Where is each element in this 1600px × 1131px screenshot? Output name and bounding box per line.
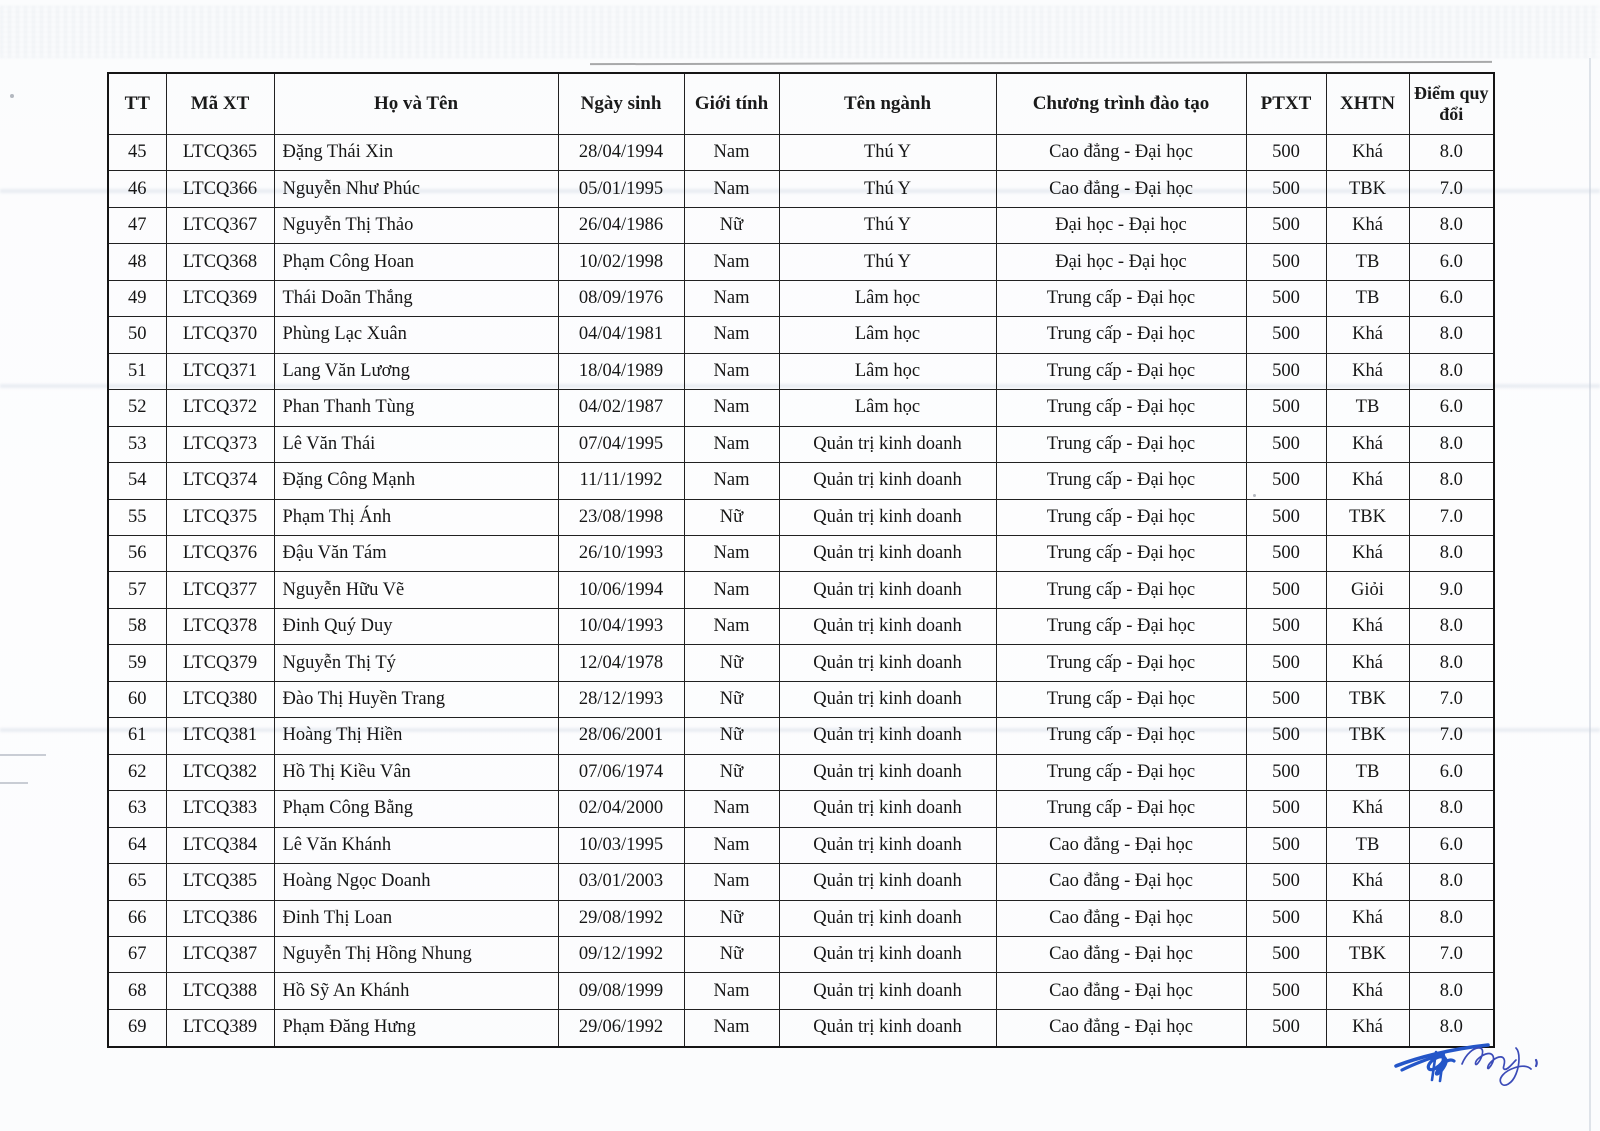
cell-gioi-tinh: Nam: [684, 426, 779, 462]
scan-noise-band: [0, 6, 1600, 58]
cell-ngay-sinh: 26/10/1993: [558, 535, 684, 571]
cell-ptxt: 500: [1246, 535, 1326, 571]
cell-ho-va-ten: Lê Văn Khánh: [274, 827, 558, 863]
cell-ten-nganh: Thú Y: [779, 207, 996, 243]
table-row: [108, 317, 1494, 353]
cell-xhtn: Khá: [1326, 317, 1409, 353]
cell-ma-xt: LTCQ366: [166, 171, 274, 207]
cell-tt: 45: [108, 135, 166, 171]
table-row: [108, 353, 1494, 389]
cell-ngay-sinh: 08/09/1976: [558, 280, 684, 316]
cell-ho-va-ten: Hoàng Thị Hiền: [274, 718, 558, 754]
signature-bold-stroke: [1396, 1045, 1488, 1081]
cell-diem-quy-doi: 7.0: [1409, 936, 1494, 972]
cell-tt: 68: [108, 973, 166, 1009]
cell-ngay-sinh: 03/01/2003: [558, 864, 684, 900]
cell-diem-quy-doi: 8.0: [1409, 135, 1494, 171]
table-row: [108, 572, 1494, 608]
cell-chuong-trinh-dao-tao: Trung cấp - Đại học: [996, 791, 1246, 827]
signature-script-stroke: [1462, 1048, 1537, 1085]
cell-gioi-tinh: Nam: [684, 791, 779, 827]
cell-gioi-tinh: Nam: [684, 280, 779, 316]
cell-ten-nganh: Quản trị kinh doanh: [779, 608, 996, 644]
scan-speck: [10, 94, 14, 98]
table-row: [108, 244, 1494, 280]
cell-ho-va-ten: Phạm Đăng Hưng: [274, 1009, 558, 1047]
cell-chuong-trinh-dao-tao: Cao đẳng - Đại học: [996, 973, 1246, 1009]
cell-ho-va-ten: Đào Thị Huyền Trang: [274, 681, 558, 717]
cell-chuong-trinh-dao-tao: Trung cấp - Đại học: [996, 280, 1246, 316]
cell-ten-nganh: Thú Y: [779, 244, 996, 280]
cell-xhtn: TB: [1326, 280, 1409, 316]
cell-chuong-trinh-dao-tao: Cao đẳng - Đại học: [996, 827, 1246, 863]
cell-ptxt: 500: [1246, 171, 1326, 207]
cell-gioi-tinh: Nữ: [684, 754, 779, 790]
cell-ngay-sinh: 11/11/1992: [558, 463, 684, 499]
cell-gioi-tinh: Nam: [684, 171, 779, 207]
handwritten-signature-ink: [1392, 1040, 1544, 1098]
cell-tt: 55: [108, 499, 166, 535]
cell-xhtn: Khá: [1326, 135, 1409, 171]
cell-ngay-sinh: 29/08/1992: [558, 900, 684, 936]
cell-tt: 50: [108, 317, 166, 353]
cell-ten-nganh: Lâm học: [779, 353, 996, 389]
cell-ma-xt: LTCQ387: [166, 936, 274, 972]
cell-ma-xt: LTCQ371: [166, 353, 274, 389]
cell-ho-va-ten: Đặng Thái Xin: [274, 135, 558, 171]
table-row: [108, 135, 1494, 171]
cell-ma-xt: LTCQ372: [166, 390, 274, 426]
cell-tt: 54: [108, 463, 166, 499]
table-row: [108, 608, 1494, 644]
cell-ptxt: 500: [1246, 718, 1326, 754]
col-header-tt: TT: [108, 73, 166, 135]
cell-diem-quy-doi: 8.0: [1409, 317, 1494, 353]
cell-ngay-sinh: 28/04/1994: [558, 135, 684, 171]
cell-ho-va-ten: Đinh Thị Loan: [274, 900, 558, 936]
cell-ngay-sinh: 09/12/1992: [558, 936, 684, 972]
cell-xhtn: Giỏi: [1326, 572, 1409, 608]
table-row: [108, 426, 1494, 462]
cell-ma-xt: LTCQ383: [166, 791, 274, 827]
cell-ngay-sinh: 04/02/1987: [558, 390, 684, 426]
cell-xhtn: TBK: [1326, 499, 1409, 535]
cell-ma-xt: LTCQ388: [166, 973, 274, 1009]
cell-ma-xt: LTCQ381: [166, 718, 274, 754]
cell-chuong-trinh-dao-tao: Trung cấp - Đại học: [996, 645, 1246, 681]
table-row: [108, 390, 1494, 426]
cell-diem-quy-doi: 6.0: [1409, 244, 1494, 280]
cell-chuong-trinh-dao-tao: Đại học - Đại học: [996, 244, 1246, 280]
table-row: [108, 936, 1494, 972]
cell-diem-quy-doi: 8.0: [1409, 900, 1494, 936]
col-header-ho-va-ten: Họ và Tên: [274, 73, 558, 135]
cell-ten-nganh: Quản trị kinh doanh: [779, 864, 996, 900]
table-row: [108, 463, 1494, 499]
cell-ho-va-ten: Đinh Quý Duy: [274, 608, 558, 644]
cell-ho-va-ten: Phạm Công Hoan: [274, 244, 558, 280]
cell-ten-nganh: Quản trị kinh doanh: [779, 973, 996, 1009]
cell-ngay-sinh: 10/04/1993: [558, 608, 684, 644]
cell-gioi-tinh: Nữ: [684, 718, 779, 754]
cell-xhtn: TBK: [1326, 171, 1409, 207]
cell-diem-quy-doi: 7.0: [1409, 718, 1494, 754]
cell-ho-va-ten: Nguyễn Thị Hồng Nhung: [274, 936, 558, 972]
cell-ngay-sinh: 10/03/1995: [558, 827, 684, 863]
cell-ten-nganh: Quản trị kinh doanh: [779, 900, 996, 936]
cell-ten-nganh: Quản trị kinh doanh: [779, 827, 996, 863]
cell-diem-quy-doi: 8.0: [1409, 973, 1494, 1009]
scan-ghost-line: [590, 61, 1492, 65]
cell-ma-xt: LTCQ370: [166, 317, 274, 353]
cell-chuong-trinh-dao-tao: Trung cấp - Đại học: [996, 463, 1246, 499]
cell-ho-va-ten: Nguyễn Thị Thảo: [274, 207, 558, 243]
cell-ho-va-ten: Hồ Thị Kiều Vân: [274, 754, 558, 790]
cell-ma-xt: LTCQ385: [166, 864, 274, 900]
cell-ngay-sinh: 10/02/1998: [558, 244, 684, 280]
cell-tt: 64: [108, 827, 166, 863]
cell-ptxt: 500: [1246, 973, 1326, 1009]
cell-diem-quy-doi: 8.0: [1409, 791, 1494, 827]
table-row: [108, 827, 1494, 863]
cell-diem-quy-doi: 8.0: [1409, 207, 1494, 243]
cell-ho-va-ten: Phùng Lạc Xuân: [274, 317, 558, 353]
cell-ptxt: 500: [1246, 864, 1326, 900]
cell-ten-nganh: Quản trị kinh doanh: [779, 499, 996, 535]
cell-ho-va-ten: Đậu Văn Tám: [274, 535, 558, 571]
cell-diem-quy-doi: 7.0: [1409, 499, 1494, 535]
cell-tt: 67: [108, 936, 166, 972]
cell-xhtn: Khá: [1326, 207, 1409, 243]
cell-gioi-tinh: Nữ: [684, 207, 779, 243]
cell-ngay-sinh: 23/08/1998: [558, 499, 684, 535]
cell-ma-xt: LTCQ380: [166, 681, 274, 717]
cell-ptxt: 500: [1246, 572, 1326, 608]
cell-xhtn: Khá: [1326, 535, 1409, 571]
cell-gioi-tinh: Nam: [684, 390, 779, 426]
cell-gioi-tinh: Nam: [684, 973, 779, 1009]
cell-ho-va-ten: Hồ Sỹ An Khánh: [274, 973, 558, 1009]
cell-ptxt: 500: [1246, 280, 1326, 316]
cell-diem-quy-doi: 6.0: [1409, 754, 1494, 790]
cell-diem-quy-doi: 8.0: [1409, 353, 1494, 389]
col-header-ma-xt: Mã XT: [166, 73, 274, 135]
cell-ma-xt: LTCQ378: [166, 608, 274, 644]
cell-ho-va-ten: Nguyễn Thị Tý: [274, 645, 558, 681]
cell-tt: 56: [108, 535, 166, 571]
cell-ngay-sinh: 18/04/1989: [558, 353, 684, 389]
table-row: [108, 864, 1494, 900]
cell-chuong-trinh-dao-tao: Trung cấp - Đại học: [996, 572, 1246, 608]
cell-chuong-trinh-dao-tao: Trung cấp - Đại học: [996, 754, 1246, 790]
cell-diem-quy-doi: 6.0: [1409, 827, 1494, 863]
cell-ho-va-ten: Lang Văn Lương: [274, 353, 558, 389]
admission-results-table-wrap: [107, 72, 1493, 1048]
table-row: [108, 791, 1494, 827]
cell-tt: 66: [108, 900, 166, 936]
cell-xhtn: Khá: [1326, 973, 1409, 1009]
cell-ten-nganh: Quản trị kinh doanh: [779, 535, 996, 571]
cell-ngay-sinh: 02/04/2000: [558, 791, 684, 827]
scan-edge-line: [1589, 58, 1591, 1131]
cell-ptxt: 500: [1246, 827, 1326, 863]
cell-gioi-tinh: Nam: [684, 572, 779, 608]
table-row: [108, 499, 1494, 535]
cell-ptxt: 500: [1246, 900, 1326, 936]
cell-chuong-trinh-dao-tao: Trung cấp - Đại học: [996, 608, 1246, 644]
table-row: [108, 681, 1494, 717]
cell-ho-va-ten: Phạm Công Bằng: [274, 791, 558, 827]
cell-tt: 61: [108, 718, 166, 754]
cell-gioi-tinh: Nam: [684, 864, 779, 900]
cell-ho-va-ten: Lê Văn Thái: [274, 426, 558, 462]
cell-ma-xt: LTCQ386: [166, 900, 274, 936]
table-row: [108, 754, 1494, 790]
table-body: [108, 135, 1494, 1048]
header-row: [108, 73, 1494, 135]
cell-chuong-trinh-dao-tao: Cao đẳng - Đại học: [996, 900, 1246, 936]
cell-ho-va-ten: Thái Doãn Thắng: [274, 280, 558, 316]
cell-ptxt: 500: [1246, 463, 1326, 499]
cell-diem-quy-doi: 8.0: [1409, 608, 1494, 644]
cell-ngay-sinh: 09/08/1999: [558, 973, 684, 1009]
cell-chuong-trinh-dao-tao: Trung cấp - Đại học: [996, 499, 1246, 535]
cell-ho-va-ten: Phan Thanh Tùng: [274, 390, 558, 426]
cell-gioi-tinh: Nữ: [684, 900, 779, 936]
cell-ma-xt: LTCQ374: [166, 463, 274, 499]
cell-xhtn: TB: [1326, 754, 1409, 790]
cell-xhtn: Khá: [1326, 426, 1409, 462]
cell-gioi-tinh: Nam: [684, 244, 779, 280]
cell-tt: 59: [108, 645, 166, 681]
cell-ma-xt: LTCQ367: [166, 207, 274, 243]
cell-diem-quy-doi: 9.0: [1409, 572, 1494, 608]
col-header-ten-nganh: Tên ngành: [779, 73, 996, 135]
cell-ho-va-ten: Nguyễn Như Phúc: [274, 171, 558, 207]
cell-chuong-trinh-dao-tao: Trung cấp - Đại học: [996, 353, 1246, 389]
cell-xhtn: Khá: [1326, 608, 1409, 644]
cell-ho-va-ten: Phạm Thị Ánh: [274, 499, 558, 535]
cell-xhtn: Khá: [1326, 645, 1409, 681]
cell-tt: 47: [108, 207, 166, 243]
cell-ma-xt: LTCQ379: [166, 645, 274, 681]
table-row: [108, 973, 1494, 1009]
admission-results-table: [107, 72, 1495, 1048]
cell-tt: 49: [108, 280, 166, 316]
cell-ngay-sinh: 28/06/2001: [558, 718, 684, 754]
cell-ptxt: 500: [1246, 244, 1326, 280]
cell-chuong-trinh-dao-tao: Trung cấp - Đại học: [996, 718, 1246, 754]
cell-ptxt: 500: [1246, 936, 1326, 972]
cell-ngay-sinh: 12/04/1978: [558, 645, 684, 681]
col-header-ngay-sinh: Ngày sinh: [558, 73, 684, 135]
cell-xhtn: Khá: [1326, 900, 1409, 936]
cell-ten-nganh: Quản trị kinh doanh: [779, 936, 996, 972]
table-row: [108, 280, 1494, 316]
cell-ma-xt: LTCQ384: [166, 827, 274, 863]
cell-gioi-tinh: Nữ: [684, 936, 779, 972]
cell-tt: 63: [108, 791, 166, 827]
cell-xhtn: TBK: [1326, 681, 1409, 717]
cell-tt: 62: [108, 754, 166, 790]
cell-chuong-trinh-dao-tao: Trung cấp - Đại học: [996, 390, 1246, 426]
cell-ptxt: 500: [1246, 1009, 1326, 1047]
cell-xhtn: Khá: [1326, 353, 1409, 389]
cell-ho-va-ten: Đặng Công Mạnh: [274, 463, 558, 499]
cell-ten-nganh: Quản trị kinh doanh: [779, 1009, 996, 1047]
cell-chuong-trinh-dao-tao: Cao đẳng - Đại học: [996, 171, 1246, 207]
col-header-diem-quy-doi: Điểm quy đổi: [1409, 73, 1494, 135]
cell-ngay-sinh: 04/04/1981: [558, 317, 684, 353]
scan-edge-tick: [0, 754, 46, 756]
cell-diem-quy-doi: 6.0: [1409, 390, 1494, 426]
cell-ptxt: 500: [1246, 426, 1326, 462]
cell-chuong-trinh-dao-tao: Cao đẳng - Đại học: [996, 936, 1246, 972]
cell-ptxt: 500: [1246, 645, 1326, 681]
cell-tt: 46: [108, 171, 166, 207]
cell-xhtn: TB: [1326, 244, 1409, 280]
cell-ma-xt: LTCQ376: [166, 535, 274, 571]
cell-ten-nganh: Lâm học: [779, 317, 996, 353]
cell-ptxt: 500: [1246, 135, 1326, 171]
cell-ngay-sinh: 07/06/1974: [558, 754, 684, 790]
cell-ngay-sinh: 05/01/1995: [558, 171, 684, 207]
cell-chuong-trinh-dao-tao: Cao đẳng - Đại học: [996, 864, 1246, 900]
cell-gioi-tinh: Nam: [684, 317, 779, 353]
cell-ma-xt: LTCQ389: [166, 1009, 274, 1047]
cell-gioi-tinh: Nữ: [684, 681, 779, 717]
cell-ngay-sinh: 10/06/1994: [558, 572, 684, 608]
cell-ma-xt: LTCQ375: [166, 499, 274, 535]
cell-xhtn: TBK: [1326, 936, 1409, 972]
table-row: [108, 1009, 1494, 1047]
cell-ptxt: 500: [1246, 499, 1326, 535]
cell-diem-quy-doi: 7.0: [1409, 681, 1494, 717]
cell-gioi-tinh: Nam: [684, 827, 779, 863]
cell-chuong-trinh-dao-tao: Trung cấp - Đại học: [996, 317, 1246, 353]
cell-ten-nganh: Quản trị kinh doanh: [779, 645, 996, 681]
cell-diem-quy-doi: 8.0: [1409, 426, 1494, 462]
cell-tt: 69: [108, 1009, 166, 1047]
cell-ten-nganh: Quản trị kinh doanh: [779, 681, 996, 717]
cell-gioi-tinh: Nữ: [684, 499, 779, 535]
cell-tt: 48: [108, 244, 166, 280]
cell-ten-nganh: Thú Y: [779, 171, 996, 207]
cell-chuong-trinh-dao-tao: Trung cấp - Đại học: [996, 681, 1246, 717]
cell-chuong-trinh-dao-tao: Cao đẳng - Đại học: [996, 135, 1246, 171]
cell-ten-nganh: Quản trị kinh doanh: [779, 791, 996, 827]
cell-ho-va-ten: Hoàng Ngọc Doanh: [274, 864, 558, 900]
cell-ten-nganh: Quản trị kinh doanh: [779, 754, 996, 790]
cell-gioi-tinh: Nam: [684, 353, 779, 389]
cell-ma-xt: LTCQ369: [166, 280, 274, 316]
table-row: [108, 171, 1494, 207]
cell-ten-nganh: Lâm học: [779, 280, 996, 316]
table-row: [108, 718, 1494, 754]
cell-diem-quy-doi: 8.0: [1409, 1009, 1494, 1047]
cell-ten-nganh: Quản trị kinh doanh: [779, 718, 996, 754]
cell-xhtn: Khá: [1326, 463, 1409, 499]
cell-chuong-trinh-dao-tao: Đại học - Đại học: [996, 207, 1246, 243]
cell-ptxt: 500: [1246, 754, 1326, 790]
cell-ma-xt: LTCQ368: [166, 244, 274, 280]
cell-ngay-sinh: 29/06/1992: [558, 1009, 684, 1047]
cell-ho-va-ten: Nguyễn Hữu Vẽ: [274, 572, 558, 608]
cell-diem-quy-doi: 6.0: [1409, 280, 1494, 316]
cell-xhtn: TB: [1326, 827, 1409, 863]
cell-ma-xt: LTCQ382: [166, 754, 274, 790]
cell-ten-nganh: Quản trị kinh doanh: [779, 572, 996, 608]
col-header-xhtn: XHTN: [1326, 73, 1409, 135]
cell-tt: 60: [108, 681, 166, 717]
cell-xhtn: TBK: [1326, 718, 1409, 754]
cell-diem-quy-doi: 8.0: [1409, 463, 1494, 499]
cell-gioi-tinh: Nam: [684, 135, 779, 171]
cell-xhtn: Khá: [1326, 864, 1409, 900]
cell-ngay-sinh: 28/12/1993: [558, 681, 684, 717]
cell-ptxt: 500: [1246, 791, 1326, 827]
cell-ten-nganh: Lâm học: [779, 390, 996, 426]
cell-tt: 58: [108, 608, 166, 644]
cell-chuong-trinh-dao-tao: Cao đẳng - Đại học: [996, 1009, 1246, 1047]
cell-ten-nganh: Quản trị kinh doanh: [779, 463, 996, 499]
cell-ten-nganh: Thú Y: [779, 135, 996, 171]
cell-gioi-tinh: Nam: [684, 1009, 779, 1047]
cell-ten-nganh: Quản trị kinh doanh: [779, 426, 996, 462]
cell-ngay-sinh: 26/04/1986: [558, 207, 684, 243]
cell-tt: 52: [108, 390, 166, 426]
col-header-chuong-trinh-dao-tao: Chương trình đào tạo: [996, 73, 1246, 135]
col-header-gioi-tinh: Giới tính: [684, 73, 779, 135]
cell-ma-xt: LTCQ365: [166, 135, 274, 171]
cell-ptxt: 500: [1246, 390, 1326, 426]
cell-diem-quy-doi: 8.0: [1409, 864, 1494, 900]
cell-xhtn: Khá: [1326, 791, 1409, 827]
cell-ptxt: 500: [1246, 317, 1326, 353]
cell-tt: 57: [108, 572, 166, 608]
cell-tt: 51: [108, 353, 166, 389]
cell-chuong-trinh-dao-tao: Trung cấp - Đại học: [996, 426, 1246, 462]
scan-edge-tick: [0, 782, 28, 784]
cell-diem-quy-doi: 8.0: [1409, 535, 1494, 571]
cell-ma-xt: LTCQ373: [166, 426, 274, 462]
cell-ptxt: 500: [1246, 353, 1326, 389]
cell-gioi-tinh: Nữ: [684, 645, 779, 681]
cell-ngay-sinh: 07/04/1995: [558, 426, 684, 462]
cell-ma-xt: LTCQ377: [166, 572, 274, 608]
cell-ptxt: 500: [1246, 207, 1326, 243]
table-row: [108, 645, 1494, 681]
cell-chuong-trinh-dao-tao: Trung cấp - Đại học: [996, 535, 1246, 571]
table-row: [108, 900, 1494, 936]
cell-xhtn: TB: [1326, 390, 1409, 426]
table-row: [108, 535, 1494, 571]
cell-tt: 65: [108, 864, 166, 900]
col-header-ptxt: PTXT: [1246, 73, 1326, 135]
cell-gioi-tinh: Nam: [684, 608, 779, 644]
cell-ptxt: 500: [1246, 608, 1326, 644]
cell-diem-quy-doi: 8.0: [1409, 645, 1494, 681]
cell-gioi-tinh: Nam: [684, 535, 779, 571]
cell-ptxt: 500: [1246, 681, 1326, 717]
cell-xhtn: Khá: [1326, 1009, 1409, 1047]
cell-gioi-tinh: Nam: [684, 463, 779, 499]
table-row: [108, 207, 1494, 243]
cell-tt: 53: [108, 426, 166, 462]
cell-diem-quy-doi: 7.0: [1409, 171, 1494, 207]
